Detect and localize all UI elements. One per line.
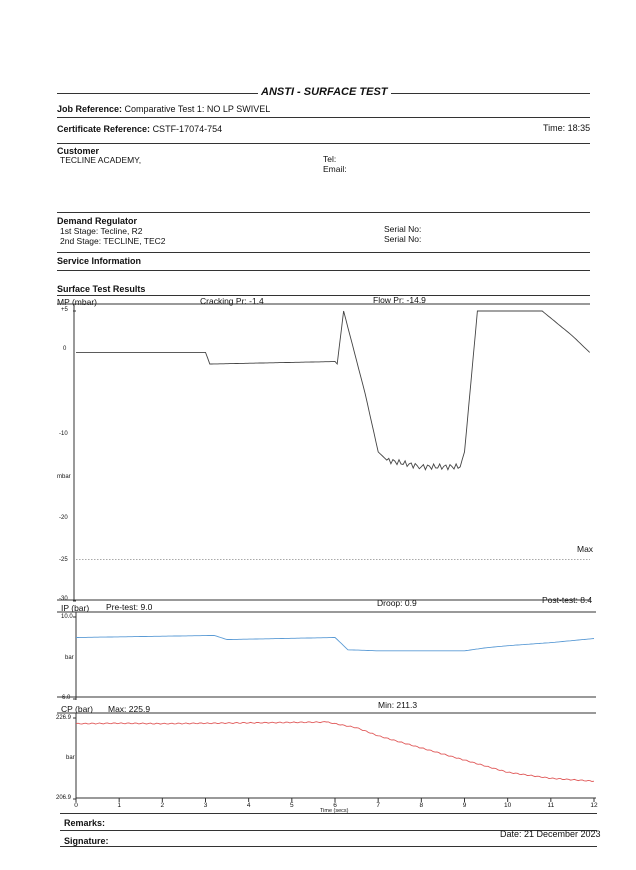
cp-min: Min: 211.3 — [378, 700, 418, 710]
ip-tick-label: bar — [65, 655, 74, 661]
x-tick-label: 5 — [290, 802, 294, 809]
customer-name: TECLINE ACADEMY, — [60, 155, 142, 165]
mp-tick-label: 0 — [63, 346, 67, 352]
customer-email: Email: — [323, 164, 347, 174]
x-tick-label: 8 — [419, 802, 424, 809]
x-tick-label: 7 — [376, 802, 380, 809]
x-tick-label: 10 — [504, 802, 512, 809]
customer-tel: Tel: — [323, 154, 337, 164]
ip-tick-label: 6.0 — [62, 695, 71, 701]
cp-tick-label: 226.9 — [56, 715, 72, 721]
certificate-value: CSTF-17074-754 — [152, 124, 223, 134]
report-title: ANSTI - SURFACE TEST — [258, 86, 391, 98]
x-tick-label: 0 — [74, 802, 78, 809]
mp-label: MP (mbar) — [57, 297, 97, 307]
remarks-label: Remarks: — [64, 818, 106, 828]
regulator-stage2: 2nd Stage: TECLINE, TEC2 — [60, 236, 166, 246]
report-time: Time: 18:35 — [543, 123, 591, 133]
x-tick-label: 6 — [333, 802, 337, 809]
x-tick-label: 2 — [160, 802, 165, 809]
x-tick-label: 9 — [462, 802, 467, 809]
x-tick-label: 4 — [246, 802, 251, 809]
service-heading: Service Information — [57, 256, 142, 266]
x-tick-label: 11 — [547, 802, 555, 809]
mp-series-line — [76, 311, 590, 470]
x-tick-label: 12 — [590, 802, 598, 809]
ip-pretest: Pre-test: 9.0 — [106, 602, 153, 612]
cp-label: CP (bar) — [61, 704, 93, 714]
x-axis-title: Time (secs) — [320, 808, 349, 814]
mp-tick-label: -30 — [59, 596, 68, 602]
certificate-label: Certificate Reference: — [57, 124, 151, 134]
ip-droop: Droop: 0.9 — [377, 598, 417, 608]
mp-tick-label: +5 — [61, 307, 68, 313]
ip-tick-label: 10.0 — [61, 614, 73, 620]
ip-label: IP (bar) — [61, 603, 90, 613]
regulator-heading: Demand Regulator — [57, 216, 138, 226]
cp-series-line — [76, 722, 594, 782]
chart-marks — [73, 311, 598, 809]
cp-tick-label: bar — [66, 755, 75, 761]
mp-cracking: Cracking Pr: -1.4 — [200, 296, 264, 306]
job-reference-label: Job Reference: — [57, 104, 123, 114]
signature-label: Signature: — [64, 836, 109, 846]
mp-flow: Flow Pr: -14.9 — [373, 295, 426, 305]
x-tick-label: 1 — [117, 802, 121, 809]
cp-tick-label: 206.9 — [56, 795, 72, 801]
customer-heading: Customer — [57, 146, 100, 156]
regulator-serial1: Serial No: — [384, 224, 422, 234]
regulator-serial2: Serial No: — [384, 234, 422, 244]
mp-max-label: Max — [577, 544, 594, 554]
x-tick-label: 3 — [203, 802, 208, 809]
ip-series-line — [76, 636, 594, 651]
ip-posttest: Post-test: 8.4 — [542, 595, 593, 605]
mp-tick-label: -10 — [59, 431, 68, 437]
results-heading: Surface Test Results — [57, 284, 146, 294]
job-reference-value: Comparative Test 1: NO LP SWIVEL — [124, 104, 271, 114]
mp-tick-label: mbar — [57, 474, 71, 480]
mp-tick-label: -25 — [59, 557, 68, 563]
regulator-stage1: 1st Stage: Tecline, R2 — [60, 226, 143, 236]
cp-max: Max: 225.9 — [108, 704, 151, 714]
report-date: Date: 21 December 2023 — [500, 829, 601, 839]
mp-tick-label: -20 — [59, 515, 68, 521]
